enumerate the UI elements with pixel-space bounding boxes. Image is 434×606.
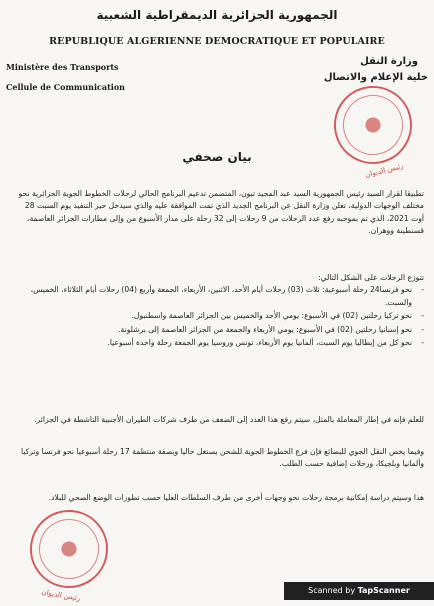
communication-cell-ar: خلية الإعلام والاتصال [323,72,428,83]
reciprocity-paragraph: للعلم فإنه في إطار المعاملة بالمثل، سيتم رفع هذا العدد إلى الضعف من طرف شركات الطيران الأجنبية الناشطة في الجزائر. [34,415,424,424]
intro-paragraph: تطبيقا لقرار السيد رئيس الجمهورية السيد عبد المجيد تبون، المتضمن تدعيم البرنامج الحالي لرحلات الخطوط الجوية الجزائرية نحو مختلف الوجهات الدولية، تعلن وزارة النقل عن البرنامج الجديد الذي تمت الموافقة عليه والذي سيدخل حيز التنفيذ يوم السبت 28 أوت 2021، الذي تم بموجبه رفع عدد الرحلات من 9 رحلات إلى 32 رحلة على مدار الأسبوع من وإلى مطارات الجزائر العاصمة، قسنطينة ووهران. [18,189,424,236]
stamp-signature: رئيس الديوان [40,587,81,603]
scanner-prefix: Scanned by [308,586,358,595]
list-item: - نحو تركيا رحلتين (02) في الأسبوع: يومي الأحد والخميس بين الجزائر العاصمة واسطنبول. [12,310,424,322]
list-item: - نحو إسبانيا رحلتين (02) في الأسبوع: يومي الأربعاء والجمعة من الجزائر العاصمة إلى برشلونة. [12,324,424,336]
ministry-name-fr: Ministère des Transports [6,62,119,72]
scanner-brand: TapScanner [357,586,410,595]
list-item: - نحو كل من إيطاليا يوم السبت، ألمانيا يوم الأربعاء، تونس وروسيا يوم الجمعة رحلة واحدة أسبوعيا. [12,337,424,349]
routes-list [12,284,424,349]
document-title: بيان صحفي [182,150,252,164]
closing-paragraph: هذا وسيتم دراسة إمكانية برمجة رحلات نحو وجهات أخرى من طرف السلطات العليا حسب تطورات الوضع الصحي للبلاد. [48,493,424,502]
list-intro: تتوزع الرحلات على الشكل التالي: [318,273,424,282]
communication-cell-fr: Cellule de Communication [6,82,125,92]
arabic-republic-header: الجمهورية الجزائرية الديمقراطية الشعبية [96,8,338,22]
scanner-watermark [284,582,434,600]
flight-distribution-section [12,272,424,350]
list-item: - نحو فرنسا24 رحلة أسبوعية: ثلاث (03) رحلات أيام الأحد، الاثنين، الأربعاء، الجمعة وأربع (04) رحلات أيام الثلاثاء، الخميس، والسبت. [12,284,424,309]
official-stamp-bottom [24,504,114,603]
cargo-paragraph: وفيما يخص النقل الجوي للبضائع فإن فرع الخطوط الجوية للشحن يستغل حاليا وبصفة منتظمة 17 رحلة أسبوعيا نحو فرنسا وتركيا وألمانيا وبلجيكا، ورحلات إضافية حسب الطلب. [21,447,424,469]
stamp-emblem-icon [52,532,87,567]
stamp-emblem-icon [355,107,391,143]
stamp-signature: رئيس الديوان [364,162,405,180]
french-republic-header: REPUBLIQUE ALGERIENNE DEMOCRATIQUE ET POPULAIRE [49,36,385,47]
ministry-name-ar: وزارة النقل [360,56,418,67]
